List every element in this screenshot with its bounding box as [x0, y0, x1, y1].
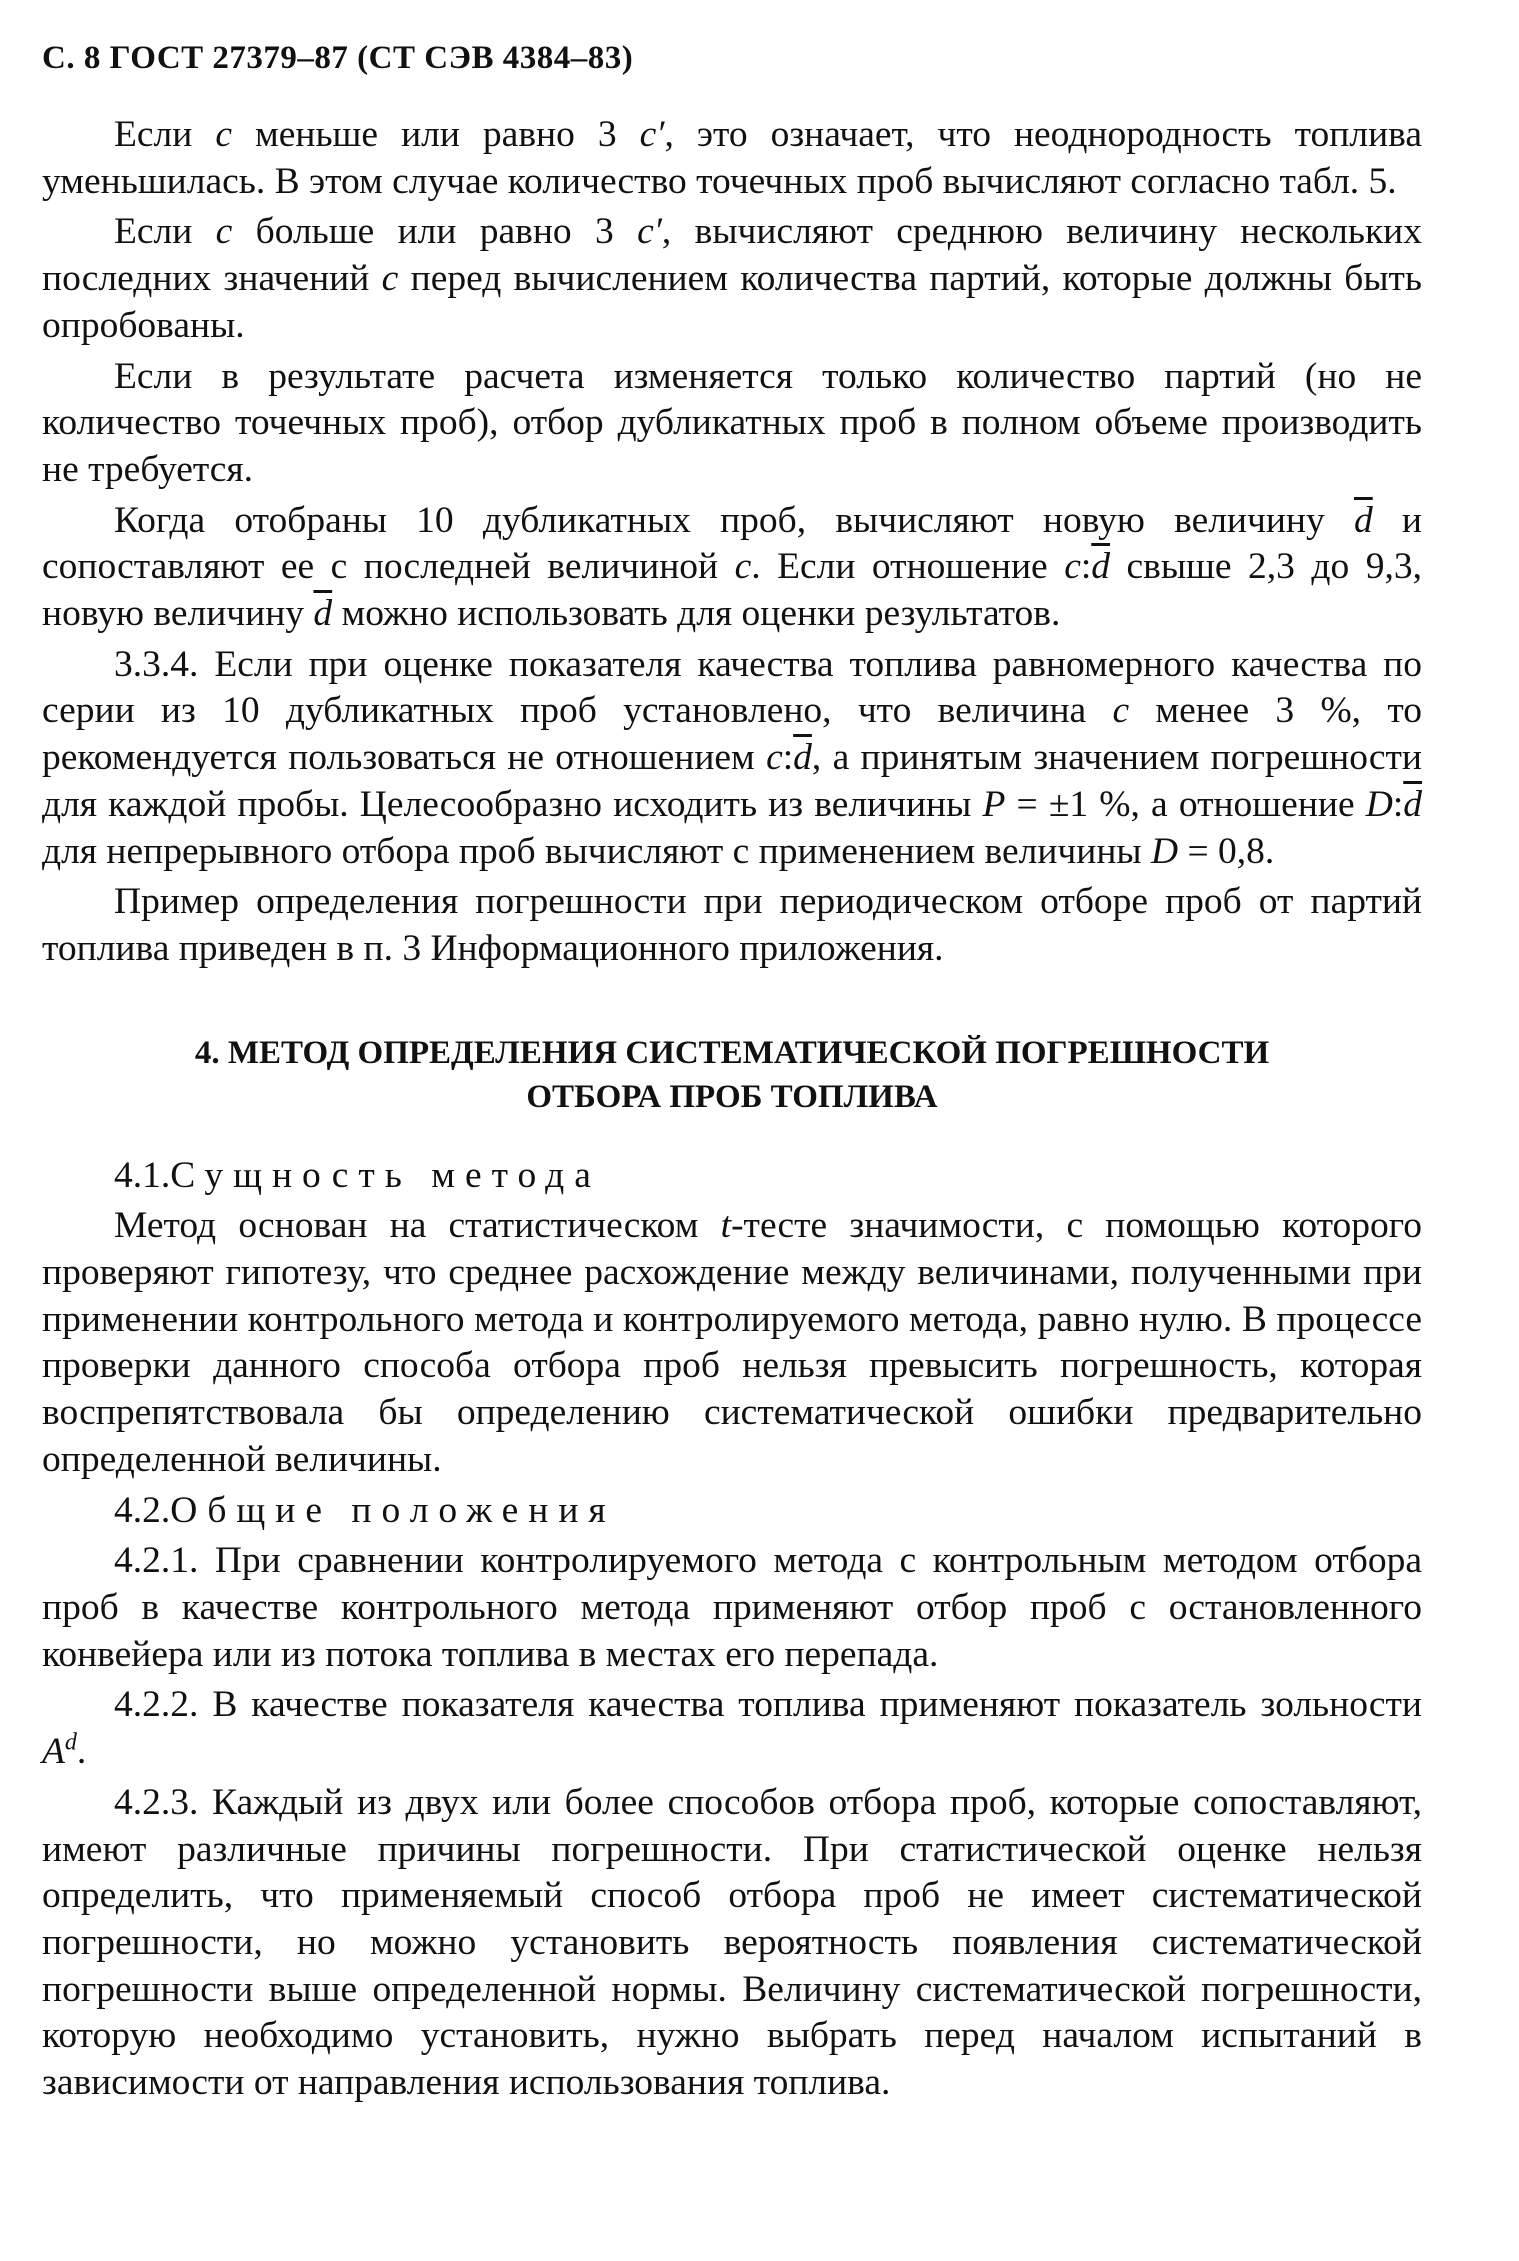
running-head: С. 8 ГОСТ 27379–87 (СТ СЭВ 4384–83) — [42, 40, 634, 76]
symbol-c: c — [381, 258, 399, 300]
text-span: = 0,8. — [1178, 830, 1275, 872]
text-span: Если — [114, 114, 216, 155]
text-span: свыше 2,3 до 9,3, новую величину — [42, 546, 1422, 635]
section-title-line: 4. МЕТОД ОПРЕДЕЛЕНИЯ СИСТЕМАТИЧЕСКОЙ ПОГРЕШНОСТИ — [194, 1034, 1270, 1071]
symbol-d-bar: $\overline{d}$ — [1091, 546, 1111, 588]
symbol-a: A — [42, 1731, 65, 1773]
symbol-c: c — [1064, 546, 1081, 588]
symbol-c-prime: c′ — [639, 114, 665, 155]
text-span: для непрерывного отбора проб вычисляют с применением величины — [42, 830, 1151, 872]
subheading-title: Общие положения — [170, 1489, 616, 1531]
symbol-d-bar: $\overline{d}$ — [1353, 499, 1373, 541]
text-span: = ±1 %, а отношение — [1005, 783, 1366, 825]
text-span: , это означает, что неоднородность топлива уменьшилась. В этом случае количество точечных проб вычисляют согласно табл. 5. — [42, 114, 1422, 202]
text-span: и сопоставляют ее с последней величиной — [42, 499, 1422, 588]
symbol-t: t — [720, 1205, 732, 1247]
symbol-d-bar: $\overline{d}$ — [793, 737, 812, 779]
paragraph-4-2-3: 4.2.3. Каждый из двух или более способов отбора проб, которые сопоставляют, имеют различные причины погрешности. При статистической оценке нельзя определить, что применяемый способ отбора проб не имеет систематической погрешности, но можно установить вероятность появления систематической погрешности выше определенной нормы. Величину систематической погрешности, которую необходимо установить, нужно выбрать перед началом испытаний в зависимости от направления использования топлива. — [42, 1781, 1422, 2104]
body-text — [42, 112, 1422, 2107]
symbol-d-bar: $\overline{d}$ — [313, 593, 333, 635]
paragraph-partial-change: Если в результате расчета изменяется только количество партий (но не количество точечных проб), отбор дубликатных проб в полном объеме производить не требуется. — [42, 355, 1422, 490]
text-span: , вычисляют среднюю величину нескольких последних значений — [42, 211, 1422, 300]
symbol-c: c — [215, 211, 233, 253]
symbol-c-prime: c′ — [637, 211, 662, 253]
text-span: -тесте значимости, с помощью которого проверяют гипотезу, что среднее расхождение между величинами, полученными при применении контрольного метода и контролируемого метода, равно нулю. В процессе проверки данного способа отбора проб нельзя превысить погрешность, которая воспрепятствовала бы определению систематической ошибки предварительно определенной величины. — [42, 1205, 1422, 1480]
text-span: менее 3 %, то рекомендуется пользоваться не отношением — [42, 690, 1422, 779]
symbol-d-upper: D — [1365, 783, 1393, 825]
symbol-c: c — [215, 114, 232, 155]
subheading-4-2 — [42, 1488, 1422, 1535]
subheading-number: 4.1. — [114, 1154, 171, 1196]
text-span: меньше или равно 3 — [232, 114, 640, 155]
subheading-number: 4.2. — [114, 1489, 171, 1531]
paragraph-4-2-1: 4.2.1. При сравнении контролируемого метода с контрольным методом отбора проб в качестве контрольного метода применяют отбор проб с остановленного конвейера или из потока топлива в местах его перепада. — [42, 1540, 1422, 1675]
paragraph-example-reference: Пример определения погрешности при периодическом отборе проб от партий топлива приведен в п. 3 Информационного приложения. — [42, 881, 1422, 969]
paragraph-c-greater — [42, 209, 1422, 349]
superscript-d: d — [64, 1729, 77, 1756]
ratio-colon: : — [1392, 783, 1404, 825]
section-4-title — [42, 1031, 1422, 1119]
subheading-title: Сущность метода — [170, 1154, 601, 1196]
text-span: . Если отношение — [751, 546, 1065, 588]
symbol-c: c — [766, 737, 783, 779]
symbol-d-upper: D — [1150, 830, 1179, 872]
symbol-p: P — [982, 783, 1006, 825]
section-title-line: ОТБОРА ПРОБ ТОПЛИВА — [526, 1078, 938, 1115]
paragraph-4-1 — [42, 1203, 1422, 1483]
paragraph-ten-duplicates — [42, 498, 1422, 638]
ratio-colon: : — [782, 737, 794, 779]
text-span: Если — [114, 211, 216, 253]
text-span: 3.3.4. Если при оценке показателя качества топлива равномерного качества по серии из 10 дубликатных проб установлено, что величина — [42, 643, 1422, 732]
text-span: можно использовать для оценки результатов. — [332, 593, 1061, 635]
subheading-4-1 — [42, 1153, 1422, 1200]
text-span: 4.2.2. В качестве показателя качества топлива применяют показатель зольности — [114, 1684, 1422, 1726]
text-span: , а принятым значением погрешности для каждой пробы. Целесообразно исходить из величины — [42, 737, 1422, 825]
document-page — [42, 38, 1422, 2107]
ratio-colon: : — [1080, 546, 1092, 588]
paragraph-4-2-2 — [42, 1682, 1422, 1775]
text-span: . — [76, 1731, 87, 1773]
symbol-c: c — [734, 546, 752, 588]
symbol-c: c — [1112, 690, 1130, 732]
symbol-d-bar: $\overline{d}$ — [1403, 783, 1423, 825]
paragraph-c-less — [42, 112, 1422, 205]
paragraph-3-3-4 — [42, 642, 1422, 876]
text-span: перед вычислением количества партий, которые должны быть опробованы. — [42, 258, 1423, 346]
text-span: Метод основан на статистическом — [114, 1205, 721, 1247]
text-span: больше или равно 3 — [232, 211, 638, 253]
text-span: Когда отобраны 10 дубликатных проб, вычисляют новую величину — [114, 499, 1354, 541]
